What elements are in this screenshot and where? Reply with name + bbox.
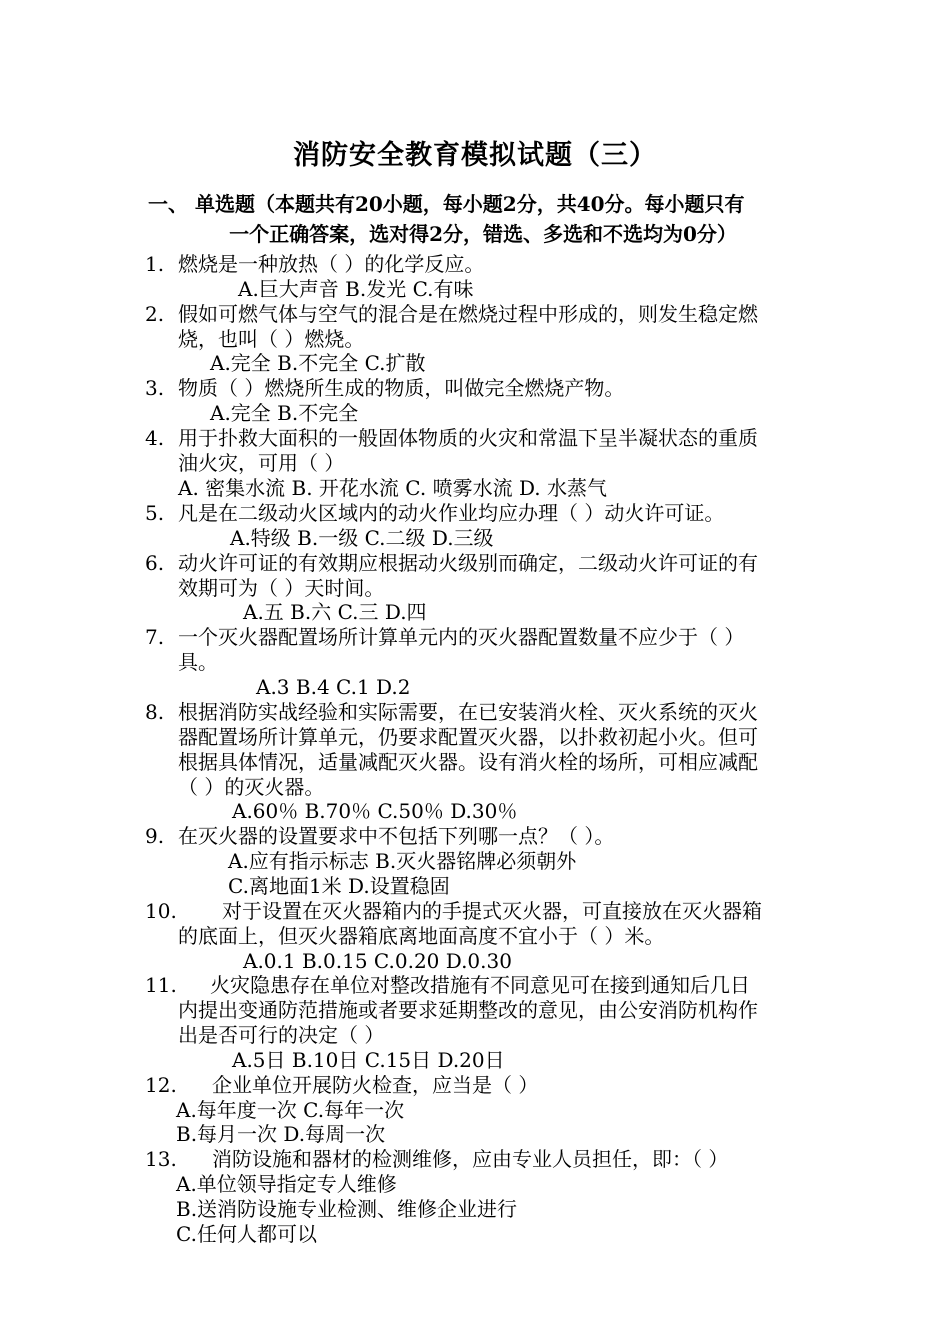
question-number: 4.	[145, 426, 165, 450]
question-number: 3.	[145, 376, 165, 400]
question-text: 烧，也叫（ ）燃烧。	[178, 327, 365, 351]
question-text: 的底面上，但灭火器箱底离地面高度不宜小于（ ）米。	[178, 924, 665, 948]
question-options: A.完全 B.不完全	[210, 401, 359, 425]
question-text: 企业单位开展防火检查，应当是（ ）	[212, 1073, 539, 1097]
question-number: 13.	[145, 1147, 177, 1171]
question-text: （ ）的灭火器。	[178, 775, 325, 799]
question-text: 物质（ ）燃烧所生成的物质，叫做完全燃烧产物。	[178, 376, 625, 400]
section-heading-line1: 一、 单选题（本题共有20小题，每小题2分，共40分。每小题只有	[148, 192, 745, 216]
page-title: 消防安全教育模拟试题（三）	[293, 140, 657, 171]
question-options: A.特级 B.一级 C.二级 D.三级	[230, 526, 494, 550]
question-text: 用于扑救大面积的一般固体物质的火灾和常温下呈半凝状态的重质	[178, 426, 758, 450]
question-text: 具。	[178, 650, 218, 674]
question-text: 根据消防实战经验和实际需要，在已安装消火栓、灭火系统的灭火	[178, 700, 758, 724]
question-text: 燃烧是一种放热（ ）的化学反应。	[178, 252, 485, 276]
question-text: 一个灭火器配置场所计算单元内的灭火器配置数量不应少于（ ）	[178, 625, 745, 649]
question-number: 7.	[145, 625, 165, 649]
question-options: A.巨大声音 B.发光 C.有味	[238, 277, 474, 301]
question-text: 出是否可行的决定（ ）	[178, 1023, 385, 1047]
section-heading	[148, 189, 848, 249]
question-options: A.完全 B.不完全 C.扩散	[210, 351, 426, 375]
question-number: 9.	[145, 824, 165, 848]
question-number: 8.	[145, 700, 165, 724]
question-text: 内提出变通防范措施或者要求延期整改的意见，由公安消防机构作	[178, 998, 758, 1022]
question-text: 假如可燃气体与空气的混合是在燃烧过程中形成的，则发生稳定燃	[178, 302, 758, 326]
question-options: A.应有指示标志 B.灭火器铭牌必须朝外	[228, 849, 577, 873]
question-number: 10.	[145, 899, 177, 923]
question-number: 2.	[145, 302, 165, 326]
question-options: A.60％ B.70％ C.50％ D.30％	[232, 799, 518, 823]
question-options: A.5日 B.10日 C.15日 D.20日	[232, 1048, 505, 1072]
question-options: B.每月一次 D.每周一次	[176, 1122, 386, 1146]
question-number: 6.	[145, 551, 165, 575]
question-text: 油火灾，可用（ ）	[178, 451, 345, 475]
question-text: 火灾隐患存在单位对整改措施有不同意见可在接到通知后几日	[210, 973, 750, 997]
question-options: C.离地面1米 D.设置稳固	[228, 874, 450, 898]
section-heading-line2: 一个正确答案，选对得2分，错选、多选和不选均为0分）	[229, 222, 737, 246]
question-text: 效期可为（ ）天时间。	[178, 576, 385, 600]
question-options: A.每年度一次 C.每年一次	[176, 1098, 405, 1122]
question-number: 11.	[145, 973, 177, 997]
question-text: 对于设置在灭火器箱内的手提式灭火器，可直接放在灭火器箱	[222, 899, 762, 923]
question-options: A.3 B.4 C.1 D.2	[256, 675, 411, 699]
question-text: 器配置场所计算单元，仍要求配置灭火器，以扑救初起小火。但可	[178, 725, 758, 749]
question-number: 1.	[145, 252, 165, 276]
question-text: 凡是在二级动火区域内的动火作业均应办理（ ）动火许可证。	[178, 501, 725, 525]
question-options: A. 密集水流 B. 开花水流 C. 喷雾水流 D. 水蒸气	[178, 476, 607, 500]
question-text: 动火许可证的有效期应根据动火级别而确定，二级动火许可证的有	[178, 551, 758, 575]
question-options: A.0.1 B.0.15 C.0.20 D.0.30	[243, 949, 512, 973]
question-number: 5.	[145, 501, 165, 525]
question-options: A.单位领导指定专人维修	[176, 1172, 397, 1196]
question-options: C.任何人都可以	[176, 1222, 317, 1246]
question-options: B.送消防设施专业检测、维修企业进行	[176, 1197, 518, 1221]
question-number: 12.	[145, 1073, 177, 1097]
question-text: 根据具体情况，适量减配灭火器。设有消火栓的场所，可相应减配	[178, 750, 758, 774]
question-text: 在灭火器的设置要求中不包括下列哪一点？（ ）。	[178, 824, 615, 848]
question-options: A.五 B.六 C.三 D.四	[243, 600, 427, 624]
question-text: 消防设施和器材的检测维修，应由专业人员担任，即：（ ）	[212, 1147, 729, 1171]
